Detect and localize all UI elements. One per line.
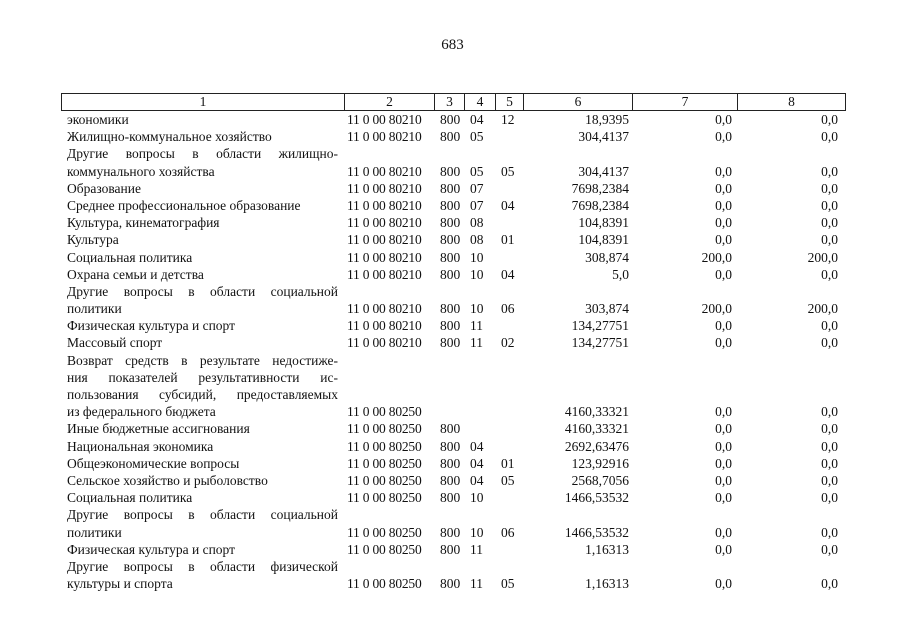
row-value-7: 0,0 bbox=[715, 455, 732, 471]
table-row bbox=[0, 317, 905, 334]
table-row bbox=[0, 197, 905, 214]
row-value-7: 0,0 bbox=[715, 576, 732, 592]
row-value-8: 200,0 bbox=[807, 301, 838, 317]
row-subsection: 12 bbox=[501, 112, 515, 127]
table-row bbox=[0, 334, 905, 351]
row-value-6: 304,4137 bbox=[578, 129, 629, 145]
row-name: Возврат средств в результате недостиже- ния показателей результативности ис- пользования субсидий, предоставляемых из федерального бюджета bbox=[67, 352, 338, 420]
row-group: 800 bbox=[440, 129, 461, 145]
row-section: 07 bbox=[470, 197, 484, 213]
row-group: 800 bbox=[440, 421, 461, 437]
row-name: Сельское хозяйство и рыболовство bbox=[67, 473, 268, 489]
row-code: 11 0 00 80210 bbox=[347, 163, 422, 179]
row-group: 800 bbox=[440, 163, 461, 179]
row-value-7: 0,0 bbox=[715, 473, 732, 489]
column-header-5: 5 bbox=[496, 94, 524, 111]
table-row bbox=[0, 231, 905, 248]
row-value-8: 0,0 bbox=[821, 215, 838, 231]
row-value-7: 0,0 bbox=[715, 541, 732, 557]
row-value-6: 1466,53532 bbox=[564, 524, 629, 540]
row-subsection: 05 bbox=[501, 163, 515, 179]
column-header-4: 4 bbox=[465, 94, 496, 111]
table-row bbox=[0, 472, 905, 489]
row-code: 11 0 00 80250 bbox=[347, 404, 422, 420]
row-group: 800 bbox=[440, 490, 461, 506]
row-value-8: 0,0 bbox=[821, 404, 838, 420]
row-value-8: 0,0 bbox=[821, 421, 838, 437]
row-section: 05 bbox=[470, 163, 484, 179]
column-header-3: 3 bbox=[435, 94, 465, 111]
row-value-7: 0,0 bbox=[715, 232, 732, 248]
row-code: 11 0 00 80210 bbox=[347, 197, 422, 213]
row-name: Культура bbox=[67, 232, 119, 248]
row-section: 10 bbox=[470, 266, 484, 282]
row-value-6: 7698,2384 bbox=[571, 180, 629, 196]
row-code: 11 0 00 80250 bbox=[347, 541, 422, 557]
table-row bbox=[0, 111, 905, 128]
row-code: 11 0 00 80210 bbox=[347, 318, 422, 334]
row-group: 800 bbox=[440, 249, 461, 265]
row-value-7: 0,0 bbox=[715, 163, 732, 179]
row-value-7: 200,0 bbox=[701, 249, 732, 265]
row-name: Иные бюджетные ассигнования bbox=[67, 421, 250, 437]
row-code: 11 0 00 80210 bbox=[347, 215, 422, 231]
table-row bbox=[0, 283, 905, 317]
row-section: 11 bbox=[470, 541, 483, 557]
column-header-6: 6 bbox=[524, 94, 633, 111]
column-header-1: 1 bbox=[62, 94, 345, 111]
row-value-7: 0,0 bbox=[715, 129, 732, 145]
row-value-8: 0,0 bbox=[821, 197, 838, 213]
row-value-8: 0,0 bbox=[821, 180, 838, 196]
row-code: 11 0 00 80210 bbox=[347, 335, 422, 351]
table-row bbox=[0, 128, 905, 145]
row-value-7: 0,0 bbox=[715, 490, 732, 506]
row-value-8: 0,0 bbox=[821, 112, 838, 127]
row-subsection: 05 bbox=[501, 576, 515, 592]
row-value-7: 200,0 bbox=[701, 301, 732, 317]
row-subsection: 04 bbox=[501, 266, 515, 282]
row-name: Другие вопросы в области социальной политики bbox=[67, 283, 338, 317]
row-value-6: 123,92916 bbox=[571, 455, 629, 471]
row-value-7: 0,0 bbox=[715, 524, 732, 540]
row-name: экономики bbox=[67, 112, 129, 127]
row-value-8: 0,0 bbox=[821, 438, 838, 454]
column-header-table bbox=[61, 93, 846, 111]
page-number: 683 bbox=[441, 37, 464, 53]
row-section: 10 bbox=[470, 249, 484, 265]
row-value-7: 0,0 bbox=[715, 112, 732, 127]
row-name: Охрана семьи и детства bbox=[67, 266, 204, 282]
row-code: 11 0 00 80250 bbox=[347, 455, 422, 471]
row-value-6: 304,4137 bbox=[578, 163, 629, 179]
table-row bbox=[0, 249, 905, 266]
row-value-7: 0,0 bbox=[715, 438, 732, 454]
row-value-8: 0,0 bbox=[821, 232, 838, 248]
row-name: Национальная экономика bbox=[67, 438, 214, 454]
row-value-6: 1,16313 bbox=[585, 541, 629, 557]
table-row bbox=[0, 558, 905, 592]
row-name: Жилищно-коммунальное хозяйство bbox=[67, 129, 272, 145]
row-section: 04 bbox=[470, 112, 484, 127]
row-value-6: 1466,53532 bbox=[564, 490, 629, 506]
row-value-8: 0,0 bbox=[821, 490, 838, 506]
table-row bbox=[0, 541, 905, 558]
row-subsection: 02 bbox=[501, 335, 515, 351]
row-value-8: 0,0 bbox=[821, 335, 838, 351]
row-section: 08 bbox=[470, 232, 484, 248]
row-section: 11 bbox=[470, 576, 483, 592]
table-row bbox=[0, 180, 905, 197]
row-group: 800 bbox=[440, 541, 461, 557]
row-group: 800 bbox=[440, 576, 461, 592]
row-group: 800 bbox=[440, 473, 461, 489]
row-subsection: 01 bbox=[501, 455, 515, 471]
row-value-7: 0,0 bbox=[715, 421, 732, 437]
row-code: 11 0 00 80210 bbox=[347, 232, 422, 248]
row-value-8: 0,0 bbox=[821, 473, 838, 489]
row-group: 800 bbox=[440, 266, 461, 282]
row-name: Среднее профессиональное образование bbox=[67, 197, 301, 213]
row-group: 800 bbox=[440, 180, 461, 196]
table-body bbox=[0, 111, 905, 592]
row-section: 07 bbox=[470, 180, 484, 196]
row-section: 04 bbox=[470, 473, 484, 489]
row-code: 11 0 00 80250 bbox=[347, 473, 422, 489]
row-name: Социальная политика bbox=[67, 249, 193, 265]
row-value-7: 0,0 bbox=[715, 266, 732, 282]
row-section: 10 bbox=[470, 301, 484, 317]
row-section: 10 bbox=[470, 490, 484, 506]
row-name: Культура, кинематография bbox=[67, 215, 220, 231]
row-group: 800 bbox=[440, 524, 461, 540]
row-group: 800 bbox=[440, 215, 461, 231]
row-value-6: 7698,2384 bbox=[571, 197, 629, 213]
table-row bbox=[0, 266, 905, 283]
table-row bbox=[0, 506, 905, 540]
row-value-6: 308,874 bbox=[585, 249, 629, 265]
table-row bbox=[0, 420, 905, 437]
row-subsection: 06 bbox=[501, 524, 515, 540]
row-value-8: 0,0 bbox=[821, 163, 838, 179]
row-name: Физическая культура и спорт bbox=[67, 318, 236, 334]
table-row bbox=[0, 145, 905, 179]
row-value-6: 104,8391 bbox=[578, 232, 629, 248]
row-group: 800 bbox=[440, 301, 461, 317]
column-header-8: 8 bbox=[738, 94, 846, 111]
row-section: 11 bbox=[470, 335, 483, 351]
row-code: 11 0 00 80210 bbox=[347, 112, 422, 127]
row-subsection: 06 bbox=[501, 301, 515, 317]
row-value-6: 4160,33321 bbox=[564, 421, 629, 437]
row-value-8: 0,0 bbox=[821, 266, 838, 282]
row-group: 800 bbox=[440, 197, 461, 213]
row-group: 800 bbox=[440, 438, 461, 454]
row-value-8: 0,0 bbox=[821, 129, 838, 145]
row-name: Другие вопросы в области социальной политики bbox=[67, 507, 338, 540]
row-name: Образование bbox=[67, 180, 141, 196]
row-value-7: 0,0 bbox=[715, 215, 732, 231]
row-section: 04 bbox=[470, 438, 484, 454]
row-value-7: 0,0 bbox=[715, 318, 732, 334]
row-subsection: 04 bbox=[501, 197, 515, 213]
row-value-6: 2692,63476 bbox=[564, 438, 629, 454]
row-group: 800 bbox=[440, 232, 461, 248]
row-subsection: 01 bbox=[501, 232, 515, 248]
row-value-8: 0,0 bbox=[821, 576, 838, 592]
row-section: 11 bbox=[470, 318, 483, 334]
row-code: 11 0 00 80250 bbox=[347, 524, 422, 540]
row-code: 11 0 00 80250 bbox=[347, 576, 422, 592]
row-value-6: 2568,7056 bbox=[571, 473, 629, 489]
row-name: Социальная политика bbox=[67, 490, 193, 506]
row-value-6: 303,874 bbox=[585, 301, 629, 317]
row-value-7: 0,0 bbox=[715, 180, 732, 196]
row-value-7: 0,0 bbox=[715, 197, 732, 213]
row-code: 11 0 00 80250 bbox=[347, 438, 422, 454]
row-name: Общеэкономические вопросы bbox=[67, 455, 240, 471]
row-name: Физическая культура и спорт bbox=[67, 541, 236, 557]
row-code: 11 0 00 80210 bbox=[347, 249, 422, 265]
row-code: 11 0 00 80210 bbox=[347, 180, 422, 196]
row-value-8: 0,0 bbox=[821, 524, 838, 540]
row-value-8: 0,0 bbox=[821, 541, 838, 557]
table-row bbox=[0, 455, 905, 472]
table-row bbox=[0, 489, 905, 506]
row-group: 800 bbox=[440, 455, 461, 471]
row-value-6: 5,0 bbox=[612, 266, 629, 282]
row-section: 08 bbox=[470, 215, 484, 231]
row-value-6: 134,27751 bbox=[571, 318, 629, 334]
table-row bbox=[0, 438, 905, 455]
row-group: 800 bbox=[440, 318, 461, 334]
row-name: Массовый спорт bbox=[67, 335, 163, 351]
row-subsection: 05 bbox=[501, 473, 515, 489]
row-value-6: 18,9395 bbox=[585, 112, 629, 127]
row-section: 04 bbox=[470, 455, 484, 471]
row-value-7: 0,0 bbox=[715, 404, 732, 420]
row-section: 10 bbox=[470, 524, 484, 540]
row-value-6: 1,16313 bbox=[585, 576, 629, 592]
row-code: 11 0 00 80210 bbox=[347, 266, 422, 282]
row-value-6: 104,8391 bbox=[578, 215, 629, 231]
column-header-2: 2 bbox=[345, 94, 435, 111]
row-code: 11 0 00 80210 bbox=[347, 301, 422, 317]
row-value-6: 134,27751 bbox=[571, 335, 629, 351]
row-value-6: 4160,33321 bbox=[564, 404, 629, 420]
column-header-7: 7 bbox=[633, 94, 738, 111]
row-value-8: 0,0 bbox=[821, 318, 838, 334]
row-value-8: 200,0 bbox=[807, 249, 838, 265]
row-code: 11 0 00 80250 bbox=[347, 490, 422, 506]
row-value-8: 0,0 bbox=[821, 455, 838, 471]
row-group: 800 bbox=[440, 112, 461, 127]
row-value-7: 0,0 bbox=[715, 335, 732, 351]
row-name: Другие вопросы в области жилищно- коммунального хозяйства bbox=[67, 146, 338, 179]
table-row bbox=[0, 214, 905, 231]
row-code: 11 0 00 80210 bbox=[347, 129, 422, 145]
row-group: 800 bbox=[440, 335, 461, 351]
row-section: 05 bbox=[470, 129, 484, 145]
column-header-row bbox=[62, 94, 846, 111]
table-row bbox=[0, 352, 905, 421]
row-code: 11 0 00 80250 bbox=[347, 421, 422, 437]
row-name: Другие вопросы в области физической культуры и спорта bbox=[67, 558, 338, 592]
